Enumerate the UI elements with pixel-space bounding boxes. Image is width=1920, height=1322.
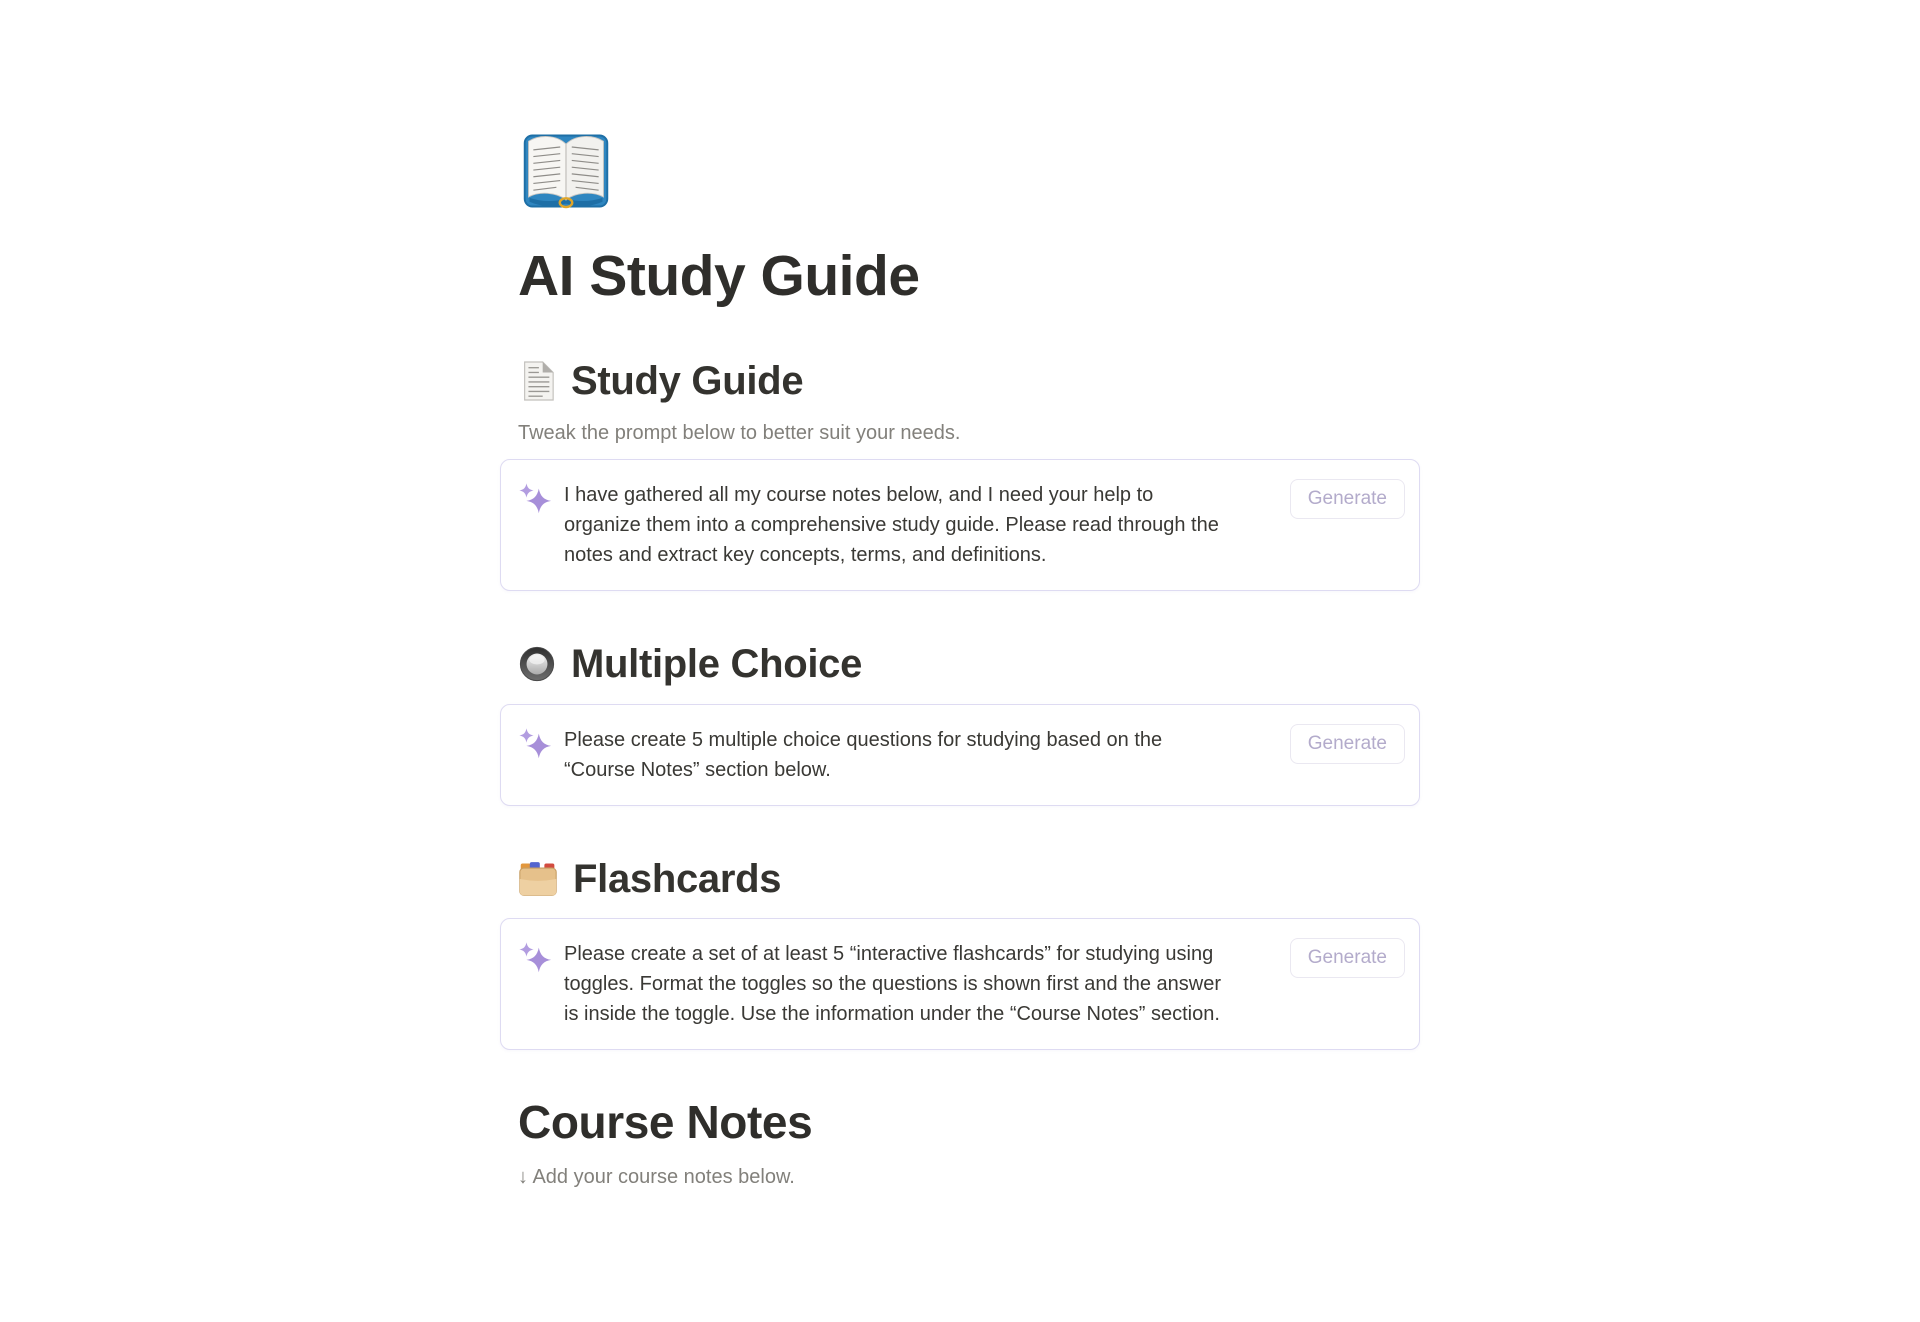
prompt-line: “Course Notes” section below. (564, 759, 831, 781)
generate-button[interactable]: Generate (1290, 479, 1405, 519)
section-heading-label: Study Guide (571, 359, 804, 403)
open-book-emoji[interactable] (518, 123, 614, 219)
prompt-line: toggles. Format the toggles so the questions is shown first and the answer (564, 973, 1222, 995)
course-notes-hint: ↓ Add your course notes below. (518, 1166, 795, 1188)
prompt-line: is inside the toggle. Use the information under the “Course Notes” section. (564, 1003, 1220, 1025)
ai-sparkle-icon (517, 940, 553, 976)
ai-prompt-block-flashcards (500, 918, 1420, 1050)
prompt-line: notes and extract key concepts, terms, and definitions. (564, 544, 1047, 566)
prompt-line: Please create a set of at least 5 “interactive flashcards” for studying using (564, 943, 1214, 965)
ai-prompt-block-study-guide (500, 459, 1420, 591)
page-content (500, 123, 1420, 1189)
card-index-dividers-emoji (518, 860, 558, 898)
prompt-text[interactable] (564, 480, 1274, 570)
prompt-line: Please create 5 multiple choice questions for studying based on the (564, 729, 1163, 751)
generate-button[interactable]: Generate (1290, 724, 1405, 764)
ai-sparkle-icon (517, 481, 553, 517)
prompt-text[interactable] (564, 725, 1274, 785)
prompt-text[interactable] (564, 939, 1274, 1029)
page-title: AI Study Guide (518, 244, 920, 308)
ai-sparkle-icon (517, 726, 553, 762)
radio-button-emoji (518, 645, 556, 683)
section-heading-flashcards (518, 856, 1420, 902)
prompt-line: I have gathered all my course notes below, and I need your help to (564, 484, 1154, 506)
section-heading-label: Multiple Choice (571, 642, 863, 686)
section-heading-label: Flashcards (573, 857, 782, 901)
section-subtitle: Tweak the prompt below to better suit your needs. (518, 422, 961, 444)
page-facing-up-emoji (518, 359, 556, 403)
ai-prompt-block-multiple-choice (500, 704, 1420, 806)
course-notes-heading: Course Notes (518, 1096, 813, 1148)
generate-button[interactable]: Generate (1290, 938, 1405, 978)
prompt-line: organize them into a comprehensive study guide. Please read through the (564, 514, 1219, 536)
section-heading-multiple-choice (518, 641, 1420, 687)
section-heading-study-guide (518, 358, 1420, 404)
